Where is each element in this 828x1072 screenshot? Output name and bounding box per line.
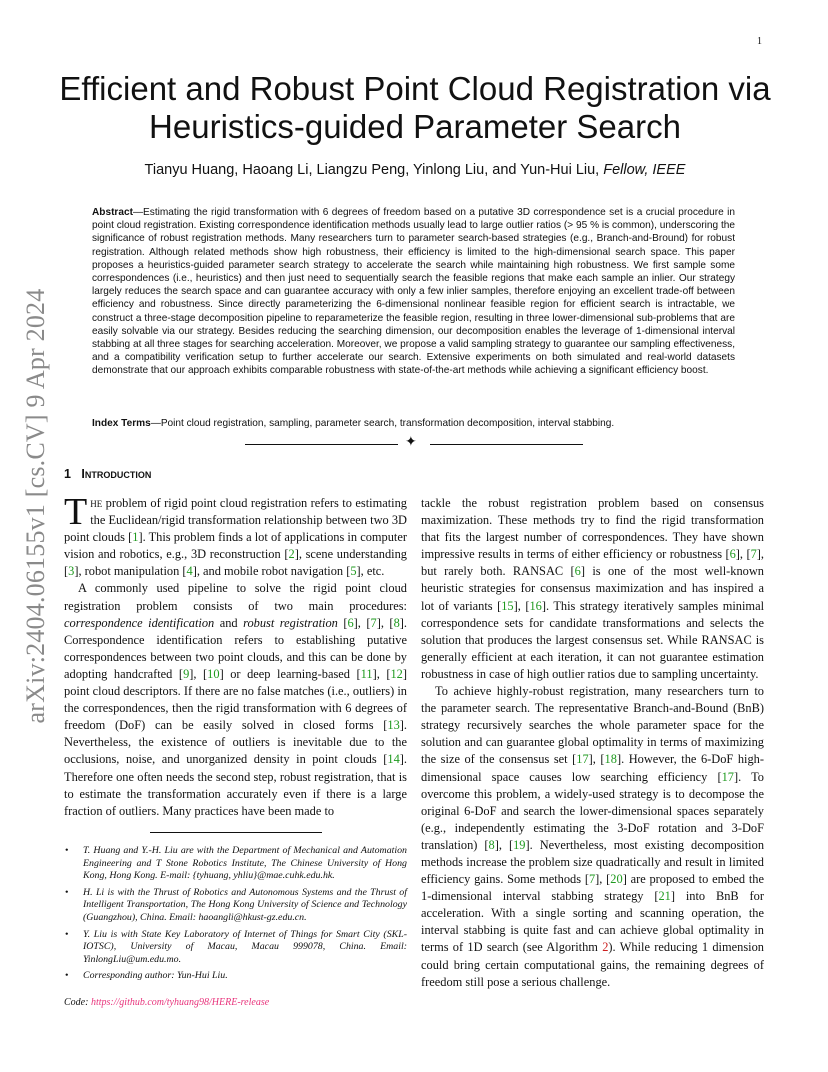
code-availability xyxy=(64,997,269,1008)
abstract-text: —Estimating the rigid transformation with 6 degrees of freedom based on a putative 3D correspondence set is a crucial procedure in point cloud registration. Existing correspondence identification methods usually lead to large outlier ratios (> 95 % is common), underscoring the significance of robust registration methods. Many researchers turn to parameter search-based strategies (e.g., Branch-and-Bround) for robust registration. Although related methods show high robustness, their efficiency is limited to the high-dimensional search space. This paper proposes a heuristics-guided parameter search strategy to accelerate the search while maintaining high robustness. We first sample some correspondences (i.e., heuristics) and then just need to sequentially search the feasible regions that make each sample an inlier. Our strategy largely reduces the search space and can guarantee accuracy with only a few inlier samples, therefore enjoying an excellent trade-off between efficiency and robustness. Since directly parameterizing the 6-dimensional nonlinear feasible region for efficient search is intractable, we construct a three-stage decomposition pipeline to reparameterize the feasible region, resulting in three lower-dimensional sub-problems that are easily solvable via our strategy. Besides reducing the searching dimension, our decomposition enables the leverage of 1-dimensional interval stabbing at all three stages for searching acceleration. Moreover, we propose a valid sampling strategy to guarantee our sampling effectiveness, and a compatibility verification setup to further accelerate our search. Extensive experiments on both simulated and real-world datasets demonstrate that our approach exhibits comparable robustness with state-of-the-art methods while achieving a significant efficiency boost. xyxy=(92,207,735,377)
bullet-icon: • xyxy=(65,928,69,940)
arxiv-stamp-text: arXiv:2404.06155v1 [cs.CV] 9 Apr 2024 xyxy=(21,288,50,724)
paragraph: The problem of rigid point cloud registration refers to estimating the Euclidean/rigid transformation relationship between two 3D point clouds [1]. This problem finds a lot of applications in computer vision and robotics, e.g., 3D reconstruction [2], scene understanding [3], robot manipulation [4], and mobile robot navigation [5], etc. xyxy=(64,491,408,579)
paragraph: To achieve highly-robust registration, many researchers turn to the parameter search. The representative Branch-and-Bound (BnB) strategy recursively searches the whole parameter space for the solution and can guarantee global optimality in terms of maximizing the size of the consensus set [17], [18]. However, the 6-DoF high-dimensional space causes low searching efficiency [17]. To overcome this problem, a widely-used strategy is to decompose the original 6-DoF and search the lower-dimensional spaces separately (e.g., independently estimating the 3-DoF rotation and 3-DoF translation) [8], [19]. Nevertheless, most existing decomposition methods increase the problem size quadratically and result in limited efficiency gains. Some methods [7], [20] are proposed to embed the 1-dimensional interval stabbing strategy [21] into BnB for acceleration. With a single sorting and scanning operation, the interval stabbing is quite fast and can achieve global optimality in terms of 1D search (see Algorithm 2). While reducing 1 dimension could bring certain computational gains, the remaining degrees of freedom still pose a serious challenge. xyxy=(421,684,765,989)
separator-star-icon: ✦ xyxy=(405,434,417,450)
footnotes xyxy=(64,845,407,987)
index-terms xyxy=(92,417,735,430)
paragraph: A commonly used pipeline to solve the rigid point cloud registration problem consists of two main procedures: correspondence identification and robust registration [6], [7], [8]. Correspondence identification refers to establishing putative correspondences between two point clouds, and this can be done by adopting handcrafted [9], [10] or deep learning-based [11], [12] point cloud descriptors. If there are no false matches (i.e., outliers) in the correspondences, then the rigid transformation with 6 degrees of freedom (DoF) can be easily solved in closed forms [13]. Nevertheless, the existence of outliers is inevitable due to the occlusions, noise, and unorganized density in point clouds [14]. Therefore one often needs the second step, robust registration, that is to estimate the transformation accurately even if there is a large fraction of outliers. Many practices have been made to xyxy=(64,581,408,818)
body-column-left xyxy=(64,491,408,820)
authors-names: Tianyu Huang, Haoang Li, Liangzu Peng, Yinlong Liu, and Yun-Hui Liu, xyxy=(144,162,600,178)
footnote-rule xyxy=(150,832,322,833)
section-heading xyxy=(64,467,151,481)
page-number: 1 xyxy=(757,36,762,47)
code-link[interactable]: https://github.com/tyhuang98/HERE-release xyxy=(90,997,270,1008)
author-list xyxy=(40,162,790,178)
paper-title xyxy=(40,70,790,146)
footnote-item: • Y. Liu is with State Key Laboratory of Internet of Things for Smart City (SKL-IOTSC), University of Macau, Macau 999078, China. Email: YinlongLiu@um.edu.mo. xyxy=(65,928,407,965)
index-terms-label: Index Terms xyxy=(92,418,151,429)
footnote-item: • T. Huang and Y.-H. Liu are with the Department of Mechanical and Automation Engineering and T Stone Robotics Institute, The Chinese University of Hong Kong, Hong Kong. E-mail: {tyhuang, yhliu}@mae.cuhk.edu.hk. xyxy=(65,845,407,882)
authors-fellow: Fellow, IEEE xyxy=(603,162,686,178)
bullet-icon: • xyxy=(65,845,69,856)
section-number: 1 xyxy=(64,467,71,481)
bullet-icon: • xyxy=(65,970,69,982)
title-line-2: Heuristics-guided Parameter Search xyxy=(149,108,681,145)
footnote-item: • H. Li is with the Thrust of Robotics and Autonomous Systems and the Thrust of Intelligent Transportation, The Hong Kong University of Science and Technology (Guangzhou), China. Email: haoangli@hkust-gz.edu.cn. xyxy=(65,886,407,923)
code-label: Code: xyxy=(64,997,89,1008)
body-column-right xyxy=(421,495,764,991)
footnote-item: • Corresponding author: Yun-Hui Liu. xyxy=(65,970,228,982)
separator-rule-right xyxy=(430,444,583,445)
arxiv-side-stamp xyxy=(21,263,51,749)
separator-rule-left xyxy=(245,444,398,445)
bullet-icon: • xyxy=(65,886,69,898)
abstract xyxy=(92,206,735,378)
paragraph: tackle the robust registration problem based on consensus maximization. These methods try to find the rigid transformation that fits the largest number of correspondences. They have shown impressive results in terms of either efficiency or robustness [6], [7], but rarely both. RANSAC [6] is one of the most well-known heuristic strategies for consensus maximization and has inspired a lot of variants [15], [16]. This strategy iteratively samples minimal correspondence sets for candidate transformations and selects the solution that produces the largest consensus set. While RANSAC is generally efficient at each iteration, it can not guarantee estimation robustness in case of high outlier ratios due to sampling uncertainty. xyxy=(421,496,765,681)
section-title: Introduction xyxy=(81,467,152,481)
title-line-1: Efficient and Robust Point Cloud Registration via xyxy=(59,70,771,107)
drop-cap: T xyxy=(64,491,88,533)
index-terms-text: —Point cloud registration, sampling, parameter search, transformation decomposition, interval stabbing. xyxy=(150,418,615,429)
abstract-label: Abstract xyxy=(92,207,133,218)
